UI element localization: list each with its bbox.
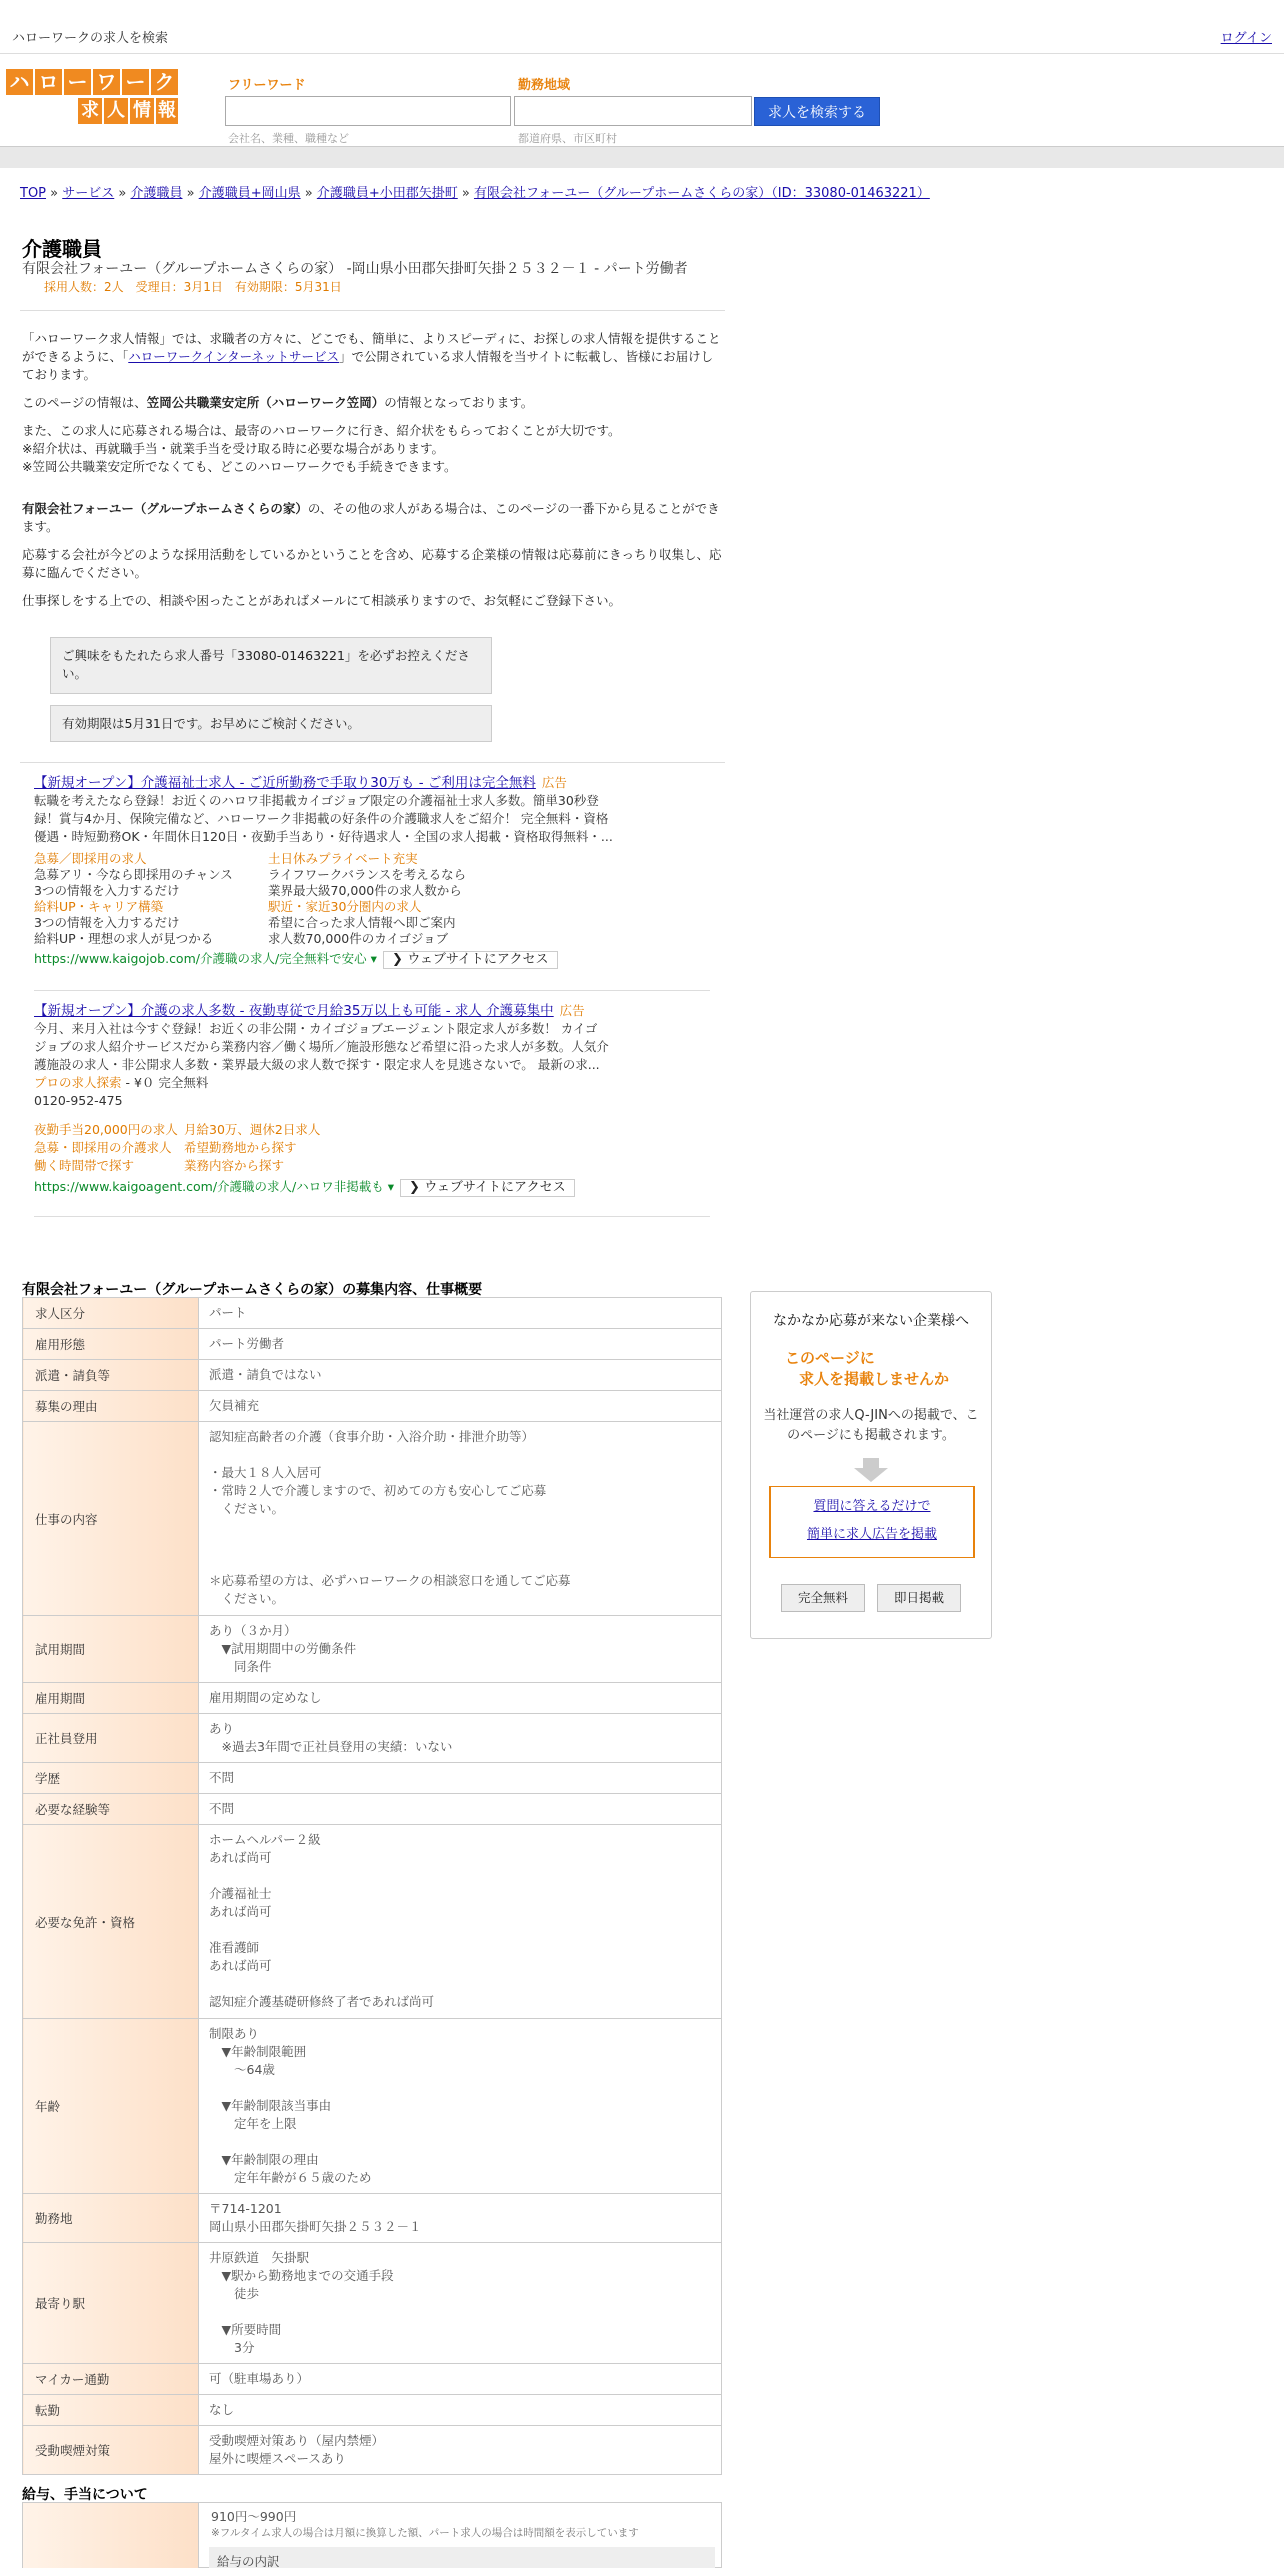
pay-range: 910円〜990円 bbox=[211, 2509, 297, 2524]
job-meta: 採用人数：2人 受理日：3月1日 有効期限：5月31日 bbox=[44, 280, 342, 294]
sidebar-link-box bbox=[769, 1486, 975, 1558]
logo-char: 情 bbox=[130, 98, 154, 124]
chevron-right-icon: ❯ bbox=[391, 952, 408, 967]
table-row bbox=[23, 2426, 722, 2475]
breadcrumb-item[interactable]: 有限会社フォーユー（グループホームさくらの家）（ID：33080-01463221） bbox=[473, 186, 930, 201]
intro-paragraph bbox=[22, 500, 722, 536]
sitelink-desc: 業界最大級70,000件の求人数から bbox=[268, 883, 462, 898]
divider bbox=[20, 762, 725, 763]
advertise-sidebar bbox=[750, 1291, 992, 1639]
ad-block bbox=[34, 1002, 634, 1110]
sitelink-desc: 3つの情報を入力するだけ bbox=[34, 915, 180, 930]
header-divider bbox=[0, 146, 1284, 168]
job-details-table bbox=[22, 1297, 722, 2475]
text: 」で公開されている求人情報を当サイトに転載し、皆様にお届けしております。 bbox=[22, 349, 714, 382]
breadcrumb-sep: » bbox=[300, 186, 317, 201]
text: このページの情報は、 bbox=[22, 395, 147, 410]
chevron-down-icon[interactable]: ▾ bbox=[383, 1179, 394, 1194]
free-badge-button[interactable]: 完全無料 bbox=[781, 1584, 865, 1612]
ad-tag: 広告 bbox=[541, 775, 567, 790]
row-label: 雇用期間 bbox=[23, 1683, 199, 1714]
table-row bbox=[23, 1360, 722, 1391]
row-label bbox=[23, 2503, 199, 2568]
breadcrumb-item[interactable]: 介護職員+小田郡矢掛町 bbox=[316, 186, 458, 201]
login-link[interactable]: ログイン bbox=[1220, 31, 1272, 46]
ad-desc: 転職を考えたなら登録！お近くのハロワ非掲載カイゴジョブ限定の介護福祉士求人多数。簡単30秒登 bbox=[34, 793, 599, 808]
visit-label: ウェブサイトにアクセス bbox=[424, 1180, 566, 1195]
logo-char: ロ bbox=[35, 69, 62, 95]
ad-sitelink[interactable] bbox=[268, 851, 466, 899]
sidebar-heading: なかなか応募が来ない企業様へ bbox=[773, 1313, 969, 1329]
row-value: 可（駐車場あり） bbox=[199, 2364, 722, 2395]
row-value: パート bbox=[199, 1298, 722, 1329]
table-row bbox=[23, 1298, 722, 1329]
ad-url-row bbox=[34, 1179, 575, 1197]
intro-paragraph: 応募する会社が今どのような採用活動をしているかということを含め、応募する企業様の情報は応募前にきっちり収集し、応募に臨んでください。 bbox=[22, 547, 722, 580]
row-value: 不問 bbox=[199, 1794, 722, 1825]
notice-box: ご興味をもたれたら求人番号「33080-01463221」を必ずお控えください。 bbox=[50, 637, 492, 694]
ad-desc: 今月、来月入社は今すぐ登録！お近くの非公開・カイゴジョブエージェント限定求人が多数！ カイゴ bbox=[34, 1021, 598, 1036]
logo-char: 人 bbox=[104, 98, 128, 124]
ad-phone[interactable]: 0120-952-475 bbox=[34, 1093, 123, 1108]
ad-url[interactable]: https://www.kaigoagent.com/介護職の求人/ハロワ非掲載も bbox=[34, 1179, 384, 1194]
row-label: 必要な経験等 bbox=[23, 1794, 199, 1825]
visit-site-button[interactable] bbox=[400, 1179, 575, 1197]
company-name: 有限会社フォーユー（グループホームさくらの家） bbox=[22, 501, 308, 516]
ad-desc: 護施設の求人・非公開求人多数・業界最大級の求人数で探す・限定求人を見逃さないで。 最新の求... bbox=[34, 1057, 600, 1072]
divider bbox=[34, 1216, 710, 1217]
sitelink-desc: ライフワークバランスを考えるなら bbox=[268, 867, 467, 882]
row-value: 受動喫煙対策あり（屋内禁煙） 屋外に喫煙スペースあり bbox=[199, 2426, 722, 2475]
breadcrumb-item[interactable]: サービス bbox=[62, 186, 115, 201]
text: 「ハローワーク求人情報」では、求職者の方々に、どこでも、簡単に、よりスピーディに、お探しの求人情報を提供することができるように、「 bbox=[22, 331, 721, 364]
ad-block bbox=[34, 774, 634, 846]
ad-links bbox=[34, 1121, 320, 1175]
ad-sitelink[interactable] bbox=[34, 851, 233, 899]
intro-paragraph: 仕事探しをする上での、相談や困ったことがあればメールにて相談承りますので、お気軽にご登録下さい。 bbox=[22, 593, 622, 608]
freeword-input[interactable] bbox=[225, 96, 511, 126]
sidebar-catch: 求人を掲載しませんか bbox=[799, 1370, 950, 1388]
ad-desc: 優遇・時短勤務OK・年間休日120日・夜勤手当あり・好待遇求人・全国の求人掲載・資格取得無料・... bbox=[34, 829, 613, 844]
ad-desc: 録！賞与4か月、保険完備など、ハローワーク非掲載の好条件の介護職求人をご紹介！ 完全無料・資格 bbox=[34, 811, 609, 826]
sitelink-desc: 3つの情報を入力するだけ bbox=[34, 883, 180, 898]
site-title: ハローワークの求人を検索 bbox=[12, 31, 169, 46]
row-label: 派遣・請負等 bbox=[23, 1360, 199, 1391]
breadcrumb-sep: » bbox=[182, 186, 199, 201]
row-label: 必要な免許・資格 bbox=[23, 1825, 199, 2019]
row-label: 仕事の内容 bbox=[23, 1422, 199, 1616]
ad-title-link[interactable]: 【新規オープン】介護の求人多数 - 夜勤専従で月給35万以上も可能 - 求人 介護募集中 bbox=[34, 1003, 554, 1019]
hellowork-internet-link[interactable]: ハローワークインターネットサービス bbox=[128, 349, 340, 364]
logo-char: ー bbox=[122, 69, 149, 95]
breadcrumb-sep: » bbox=[114, 186, 131, 201]
ad-url-row bbox=[34, 951, 558, 969]
visit-label: ウェブサイトにアクセス bbox=[407, 952, 549, 967]
ad-extension-text: - ¥０ 完全無料 bbox=[121, 1075, 209, 1090]
ad-link[interactable]: 希望勤務地から探す bbox=[184, 1140, 297, 1155]
sitelink-desc: 希望に合った求人情報へ即ご案内 bbox=[268, 915, 456, 930]
ad-link[interactable]: 業務内容から探す bbox=[184, 1158, 285, 1173]
table-row bbox=[23, 2243, 722, 2364]
breadcrumb-item[interactable]: 介護職員+岡山県 bbox=[198, 186, 301, 201]
intro-paragraph bbox=[22, 422, 722, 476]
area-label: 勤務地域 bbox=[518, 78, 571, 93]
row-label: 最寄り駅 bbox=[23, 2243, 199, 2364]
breadcrumb-item[interactable]: 介護職員 bbox=[130, 186, 183, 201]
pay-title: 給与、手当について bbox=[22, 2487, 148, 2503]
sitelink-title: 土日休みプライベート充実 bbox=[268, 851, 418, 866]
row-label: 受動喫煙対策 bbox=[23, 2426, 199, 2475]
ad-sitelink[interactable] bbox=[268, 899, 456, 947]
breadcrumb-sep: » bbox=[46, 186, 63, 201]
ad-desc: ジョブの求人紹介サービスだから業務内容／働く場所／施設形態など希望に沿った求人が多数。人気介 bbox=[34, 1039, 609, 1054]
pay-note: ※フルタイム求人の場合は月額に換算した額、パート求人の場合は時間額を表示しています bbox=[211, 2527, 639, 2539]
logo-char: ワ bbox=[93, 69, 120, 95]
search-button[interactable]: 求人を検索する bbox=[754, 97, 880, 126]
ad-sitelink[interactable] bbox=[34, 899, 213, 947]
notice-box: 有効期限は5月31日です。お早めにご検討ください。 bbox=[50, 705, 492, 742]
site-logo[interactable] bbox=[6, 69, 178, 124]
table-row bbox=[23, 1422, 722, 1616]
row-value: あり（３か月） ▼試用期間中の労働条件 同条件 bbox=[199, 1616, 722, 1683]
row-value: 制限あり ▼年齢制限範囲 〜64歳 ▼年齢制限該当事由 定年を上限 ▼年齢制限の理由 定年年齢が６５歳のため bbox=[199, 2019, 722, 2194]
company-line: 有限会社フォーユー（グループホームさくらの家） -岡山県小田郡矢掛町矢掛２５３２－１ - パート労働者 bbox=[22, 261, 688, 277]
row-value: 欠員補充 bbox=[199, 1391, 722, 1422]
area-input[interactable] bbox=[514, 96, 752, 126]
ad-link[interactable]: 月給30万、週休2日求人 bbox=[184, 1122, 321, 1137]
row-value: ホームヘルパー２級 あれば尚可 介護福祉士 あれば尚可 准看護師 あれば尚可 認知症介護基礎研修終了者であれば尚可 bbox=[199, 1825, 722, 2019]
row-label: 募集の理由 bbox=[23, 1391, 199, 1422]
chevron-right-icon: ❯ bbox=[409, 1180, 425, 1195]
details-title: 有限会社フォーユー（グループホームさくらの家）の募集内容、仕事概要 bbox=[22, 1282, 483, 1298]
row-value: 不問 bbox=[199, 1763, 722, 1794]
area-hint: 都道府県、市区町村 bbox=[518, 132, 617, 145]
text: の情報となっております。 bbox=[384, 395, 534, 410]
ad-link[interactable]: 働く時間帯で探す bbox=[34, 1158, 135, 1173]
ad-link[interactable]: 急募・即採用の介護求人 bbox=[34, 1140, 172, 1155]
table-row bbox=[23, 1329, 722, 1360]
table-row bbox=[23, 1683, 722, 1714]
intro-paragraph bbox=[22, 394, 722, 412]
ad-link[interactable]: 夜勤手当20,000円の求人 bbox=[34, 1122, 178, 1137]
sameday-badge-button[interactable]: 即日掲載 bbox=[877, 1584, 961, 1612]
sitelink-desc: 急募アリ・今なら即採用のチャンス bbox=[34, 867, 233, 882]
row-label: 学歴 bbox=[23, 1763, 199, 1794]
row-label: マイカー通勤 bbox=[23, 2364, 199, 2395]
chevron-down-icon[interactable]: ▾ bbox=[366, 951, 377, 966]
table-row bbox=[23, 2019, 722, 2194]
row-value: 認知症高齢者の介護（食事介助・入浴介助・排泄介助等） ・最大１８人入居可 ・常時２人で介護しますので、初めての方も安心してご応募 ください。 ＊応募希望の方は、必ずハローワークの相談窓口を通してご応募 ください。 bbox=[199, 1422, 722, 1616]
header bbox=[0, 54, 1284, 146]
visit-site-button[interactable] bbox=[383, 951, 558, 969]
sitelink-desc: 給料UP・理想の求人が見つかる bbox=[34, 931, 214, 946]
ad-extension-link[interactable]: プロの求人探索 bbox=[34, 1075, 122, 1090]
breadcrumb-item[interactable]: TOP bbox=[20, 186, 47, 201]
row-label: 試用期間 bbox=[23, 1616, 199, 1683]
row-label: 勤務地 bbox=[23, 2194, 199, 2243]
sidebar-catch: このページに bbox=[785, 1349, 875, 1367]
row-label: 年齢 bbox=[23, 2019, 199, 2194]
logo-char: 報 bbox=[156, 98, 178, 124]
sitelink-title: 駅近・家近30分圏内の求人 bbox=[268, 899, 422, 914]
divider bbox=[34, 990, 710, 991]
logo-char: ハ bbox=[6, 69, 33, 95]
logo-char: ー bbox=[64, 69, 91, 95]
row-value: 井原鉄道 矢掛駅 ▼駅から勤務地までの交通手段 徒歩 ▼所要時間 3分 bbox=[199, 2243, 722, 2364]
page-title: 介護職員 bbox=[22, 237, 102, 261]
ad-title-link[interactable]: 【新規オープン】介護福祉士求人 - ご近所勤務で手取り30万も - ご利用は完全無料 bbox=[34, 775, 536, 791]
row-value: なし bbox=[199, 2395, 722, 2426]
row-value: 雇用期間の定めなし bbox=[199, 1683, 722, 1714]
row-label: 求人区分 bbox=[23, 1298, 199, 1329]
row-label: 雇用形態 bbox=[23, 1329, 199, 1360]
sidebar-link[interactable]: 簡単に求人広告を掲載 bbox=[806, 1527, 937, 1542]
text: ※紹介状は、再就職手当・就業手当を受け取る時に必要な場合があります。 bbox=[22, 441, 444, 456]
row-value: あり ※過去3年間で正社員登用の実績：いない bbox=[199, 1714, 722, 1763]
divider bbox=[20, 310, 725, 311]
intro-paragraph bbox=[22, 330, 722, 384]
table-row bbox=[23, 2364, 722, 2395]
top-bar bbox=[0, 0, 1284, 54]
sidebar-text: 当社運営の求人Q-JINへの掲載で、このページにも掲載されます。 bbox=[763, 1408, 979, 1443]
logo-char: ク bbox=[151, 69, 178, 95]
table-row bbox=[23, 1616, 722, 1683]
row-value: 派遣・請負ではない bbox=[199, 1360, 722, 1391]
table-row bbox=[23, 2395, 722, 2426]
arrow-down-icon bbox=[854, 1458, 888, 1482]
row-label: 正社員登用 bbox=[23, 1714, 199, 1763]
table-row bbox=[23, 1763, 722, 1794]
row-value: パート労働者 bbox=[199, 1329, 722, 1360]
pay-table bbox=[22, 2502, 722, 2568]
ad-tag: 広告 bbox=[559, 1003, 585, 1018]
table-row bbox=[23, 1714, 722, 1763]
logo-char: 求 bbox=[78, 98, 102, 124]
row-label: 転勤 bbox=[23, 2395, 199, 2426]
sitelink-desc: 求人数70,000件のカイゴジョブ bbox=[268, 931, 449, 946]
row-value: 〒714-1201 岡山県小田郡矢掛町矢掛２５３２－１ bbox=[199, 2194, 722, 2243]
breadcrumb bbox=[20, 182, 930, 201]
freeword-hint: 会社名、業種、職種など bbox=[228, 132, 349, 145]
table-row bbox=[23, 2194, 722, 2243]
breadcrumb-sep: » bbox=[457, 186, 474, 201]
sidebar-link[interactable]: 質問に答えるだけで bbox=[813, 1499, 931, 1514]
ad-url[interactable]: https://www.kaigojob.com/介護職の求人/完全無料で安心 bbox=[34, 951, 367, 966]
freeword-label: フリーワード bbox=[228, 78, 306, 93]
table-row bbox=[23, 1794, 722, 1825]
sitelink-title: 給料UP・キャリア構築 bbox=[34, 899, 164, 914]
table-row bbox=[23, 1391, 722, 1422]
text: ※笠岡公共職業安定所でなくても、どこのハローワークでも手続きできます。 bbox=[22, 459, 457, 474]
table-row bbox=[23, 1825, 722, 2019]
pay-breakdown-header: 給与の内訳 bbox=[209, 2547, 715, 2568]
sitelink-title: 急募／即採用の求人 bbox=[34, 851, 147, 866]
text: の、その他の求人がある場合は、このページの一番下から見ることができます。 bbox=[22, 501, 720, 534]
text: また、この求人に応募される場合は、最寄のハローワークに行き、紹介状をもらっておくことが大切です。 bbox=[22, 423, 621, 438]
office-name: 笠岡公共職業安定所（ハローワーク笠岡） bbox=[146, 395, 385, 410]
